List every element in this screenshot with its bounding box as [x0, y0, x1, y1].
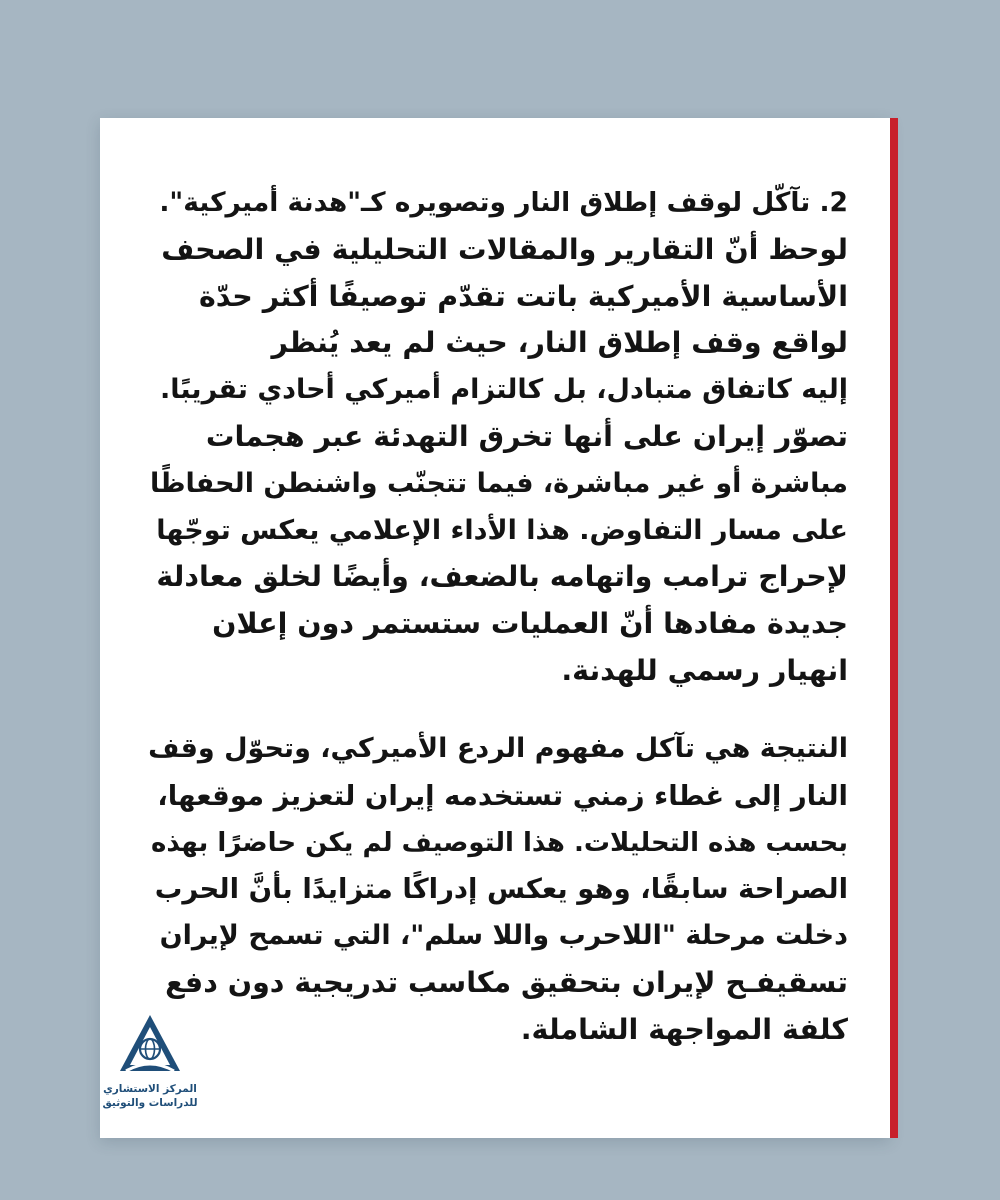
paragraph-2-line: دخلت مرحلة "اللاحرب واللا سلم"، التي تسمح لإيران: [159, 920, 848, 952]
logo-name-line-2: للدراسات والتوثيق: [102, 1097, 198, 1109]
paragraph-2-line: تسقيفـح لإيران بتحقيق مكاسب تدريجية دون دفع: [165, 965, 848, 999]
red-accent-bar: [890, 118, 898, 1138]
paragraph-1-line: تصوّر إيران على أنها تخرق التهدئة عبر هجمات: [205, 419, 848, 453]
paragraph-1-line: مباشرة أو غير مباشرة، فيما تتجنّب واشنطن الحفاظًا: [149, 467, 848, 499]
paragraph-2-line: النتيجة هي تآكل مفهوم الردع الأميركي، وتحوّل وقف: [148, 733, 848, 764]
paragraph-2-line: بحسب هذه التحليلات. هذا التوصيف لم يكن حاضرًا بهذه: [151, 827, 848, 858]
article-card: [100, 118, 890, 1138]
paragraph-1: [148, 180, 848, 695]
paragraph-2: [148, 726, 848, 1054]
center-logo: [100, 1013, 200, 1138]
paragraph-1-line: 2. تآكّل لوقف إطلاق النار وتصويره كـ"هدنة أميركية".: [159, 187, 848, 218]
logo-name-line-1: المركز الاستشاري: [103, 1083, 197, 1095]
paragraph-1-line: لواقع وقف إطلاق النار، حيث لم يعد يُنظر: [271, 326, 848, 360]
paragraph-2-line: كلفة المواجهة الشاملة.: [520, 1012, 848, 1046]
paragraph-1-line: على مسار التفاوض. هذا الأداء الإعلامي يعكس توجّها: [156, 514, 848, 546]
paragraph-1-line: انهيار رسمي للهدنة.: [561, 653, 848, 687]
paragraph-2-line: الصراحة سابقًا، وهو يعكس إدراكًا متزايدًا بأنَّ الحرب: [154, 873, 848, 906]
paragraph-1-line: لوحظ أنّ التقارير والمقالات التحليلية في الصحف: [161, 232, 848, 266]
paragraph-1-line: جديدة مفادها أنّ العمليات ستستمر دون إعلان: [212, 607, 848, 641]
paragraph-1-line: لإحراج ترامب واتهامه بالضعف، وأيضًا لخلق معادلة: [156, 560, 848, 594]
paragraph-1-line: إليه كاتفاق متبادل، بل كالتزام أميركي أحادي تقريبًا.: [160, 374, 848, 406]
paragraph-1-line: الأساسية الأميركية باتت تقدّم توصيفًا أكثر حدّة: [198, 279, 848, 313]
triangle-globe-logo-icon: [118, 1013, 182, 1075]
paragraph-2-line: النار إلى غطاء زمني تستخدمه إيران لتعزيز موقعها،: [157, 779, 848, 812]
